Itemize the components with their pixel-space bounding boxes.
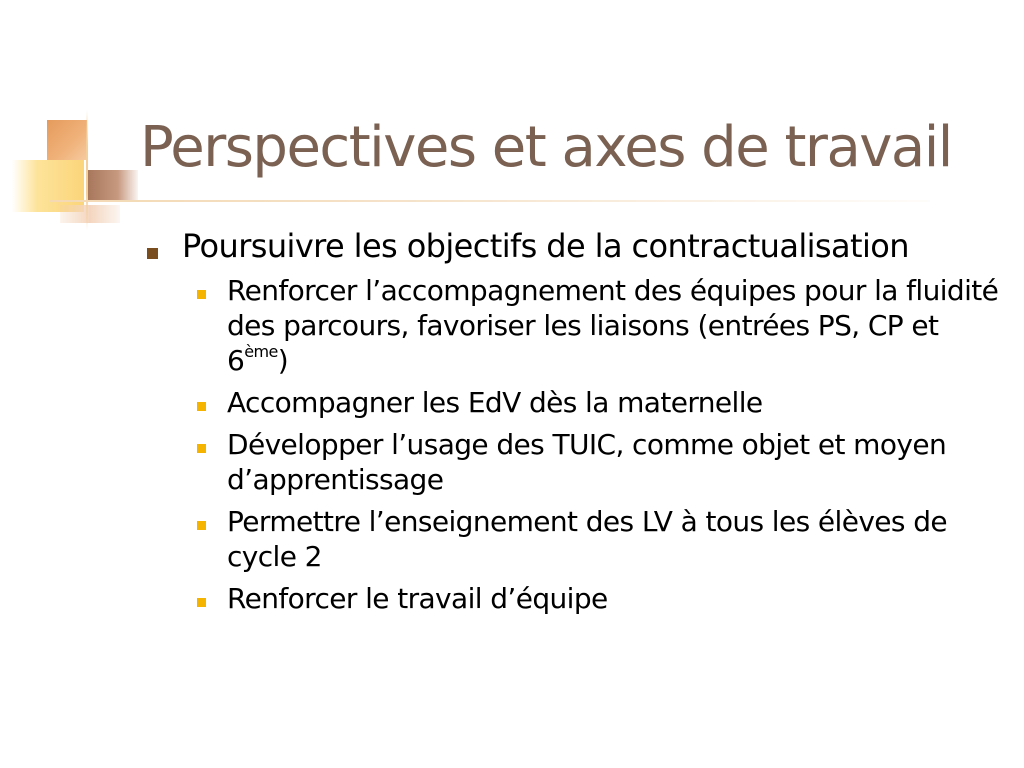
sub-bullet-item [190,385,1005,420]
sub-bullet-text: Renforcer le travail d’équipe [227,582,608,615]
bullet-list [145,228,1005,623]
ornament-orange-square [47,120,87,160]
title-underline [50,200,930,202]
main-bullet-item [145,228,1005,265]
ornament-vertical-line [86,110,88,230]
corner-ornament [0,0,160,240]
square-bullet-icon [197,290,206,299]
superscript-text: ème [244,342,278,361]
sub-bullet-text-end: ) [277,344,289,377]
sub-bullet-item [190,427,1005,497]
square-bullet-icon [197,598,206,607]
slide-title: Perspectives et axes de travail [140,115,952,180]
sub-bullet-text: Permettre l’enseignement des LV à tous les élèves de cycle 2 [227,505,948,573]
sub-bullet-item [190,273,1005,378]
square-bullet-icon [197,444,206,453]
sub-bullet-text: Accompagner les EdV dès la maternelle [227,386,763,419]
square-bullet-icon [147,248,158,259]
square-bullet-icon [197,521,206,530]
sub-bullet-list [145,273,1005,616]
ornament-light-square [60,205,120,223]
square-bullet-icon [197,402,206,411]
sub-bullet-text: Renforcer l’accompagnement des équipes pour la fluidité des parcours, favoriser les liaisons (entrées PS, CP et 6 [227,274,999,377]
ornament-brown-square [88,170,138,200]
sub-bullet-item [190,504,1005,574]
sub-bullet-text: Développer l’usage des TUIC, comme objet et moyen d’apprentissage [227,428,947,496]
sub-bullet-item [190,581,1005,616]
main-bullet-text: Poursuivre les objectifs de la contractualisation [182,227,909,265]
